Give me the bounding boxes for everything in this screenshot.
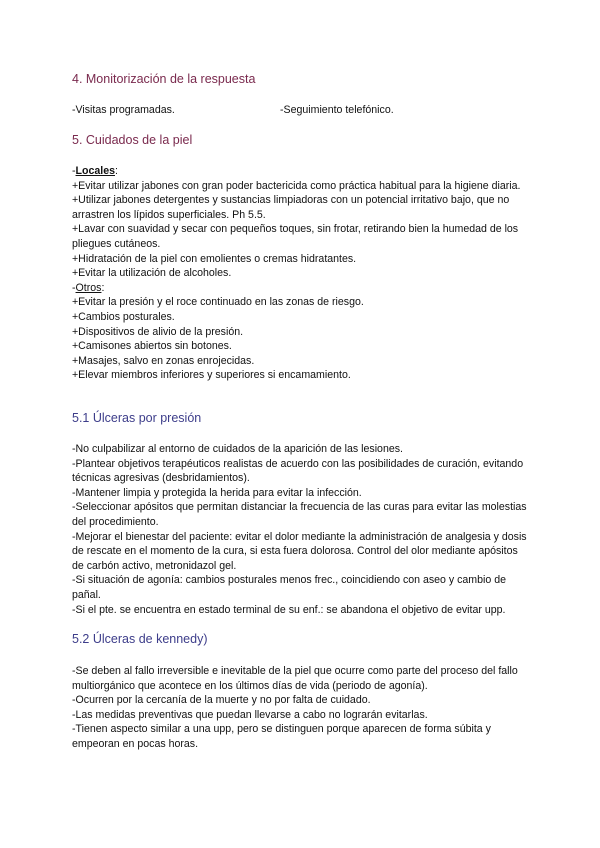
list-item: +Hidratación de la piel con emolientes o cremas hidratantes.	[72, 252, 357, 265]
list-item: -Si situación de agonía: cambios posturales menos frec., coincidiendo con aseo y cambio de pañal.	[72, 574, 506, 601]
list-item: -Se deben al fallo irreversible e inevitable de la piel que ocurre como parte del proceso del fallo multiorgánico que acontece en los últimos días de vida (periodo de agonía).	[72, 665, 518, 692]
section-5-1-heading: 5.1 Úlceras por presión	[72, 411, 202, 425]
list-item: +Camisones abiertos sin botones.	[72, 340, 232, 353]
list-item: -Seleccionar apósitos que permitan distanciar la frecuencia de las curas para evitar las molestias del procedimiento.	[72, 501, 527, 528]
section-5-1-body	[72, 442, 532, 617]
list-item: +Dispositivos de alivio de la presión.	[72, 325, 244, 338]
list-item: -Si el pte. se encuentra en estado terminal de su enf.: se abandona el objetivo de evitar upp.	[72, 603, 506, 616]
list-item: +Cambios posturales.	[72, 310, 175, 323]
otros-label: -Otros:	[72, 281, 105, 294]
list-item: -Las medidas preventivas que puedan llevarse a cabo no lograrán evitarlas.	[72, 708, 428, 721]
list-item: +Masajes, salvo en zonas enrojecidas.	[72, 354, 255, 367]
section-4-heading: 4. Monitorización de la respuesta	[72, 72, 256, 86]
visitas-text: -Visitas programadas.	[72, 104, 175, 116]
list-item: +Elevar miembros inferiores y superiores si encamamiento.	[72, 369, 351, 382]
list-item: -No culpabilizar al entorno de cuidados de la aparición de las lesiones.	[72, 443, 403, 455]
list-item: +Evitar la utilización de alcoholes.	[72, 267, 232, 280]
locales-label: -Locales:	[72, 165, 118, 177]
list-item: -Mejorar el bienestar del paciente: evitar el dolor mediante la administración de analgesia y dosis de rescate en el momento de la cura, si esta fuera dolorosa. Control del olor mediante apósitos de carbón activo, metronidazol gel.	[72, 530, 527, 572]
list-item: +Evitar utilizar jabones con gran poder bactericida como práctica habitual para la higiene diaria.	[72, 179, 521, 192]
list-item: +Utilizar jabones detergentes y sustancias limpiadoras con un potencial irritativo bajo, que no arrastren los lípidos superficiales. Ph 5.5.	[72, 194, 510, 221]
list-item: -Plantear objetivos terapéuticos realistas de acuerdo con las posibilidades de curación, evitando técnicas agresivas (desbridamientos).	[72, 457, 524, 485]
list-item: -Mantener limpia y protegida la herida para evitar la infección.	[72, 486, 362, 499]
section-5-2-body	[72, 664, 532, 752]
list-item: -Tienen aspecto similar a una upp, pero se distinguen porque aparecen de forma súbita y empeoran en pocas horas.	[72, 723, 491, 750]
list-item: +Lavar con suavidad y secar con pequeños toques, sin frotar, retirando bien la humedad de los pliegues cutáneos.	[72, 223, 519, 250]
section-5-body	[72, 164, 532, 383]
list-item: -Ocurren por la cercanía de la muerte y no por falta de cuidado.	[72, 694, 371, 707]
seguimiento-text: -Seguimiento telefónico.	[280, 104, 394, 116]
list-item: +Evitar la presión y el roce continuado en las zonas de riesgo.	[72, 296, 364, 309]
section-5-2-heading: 5.2 Úlceras de kennedy)	[72, 632, 208, 646]
section-5-heading: 5. Cuidados de la piel	[72, 133, 193, 147]
